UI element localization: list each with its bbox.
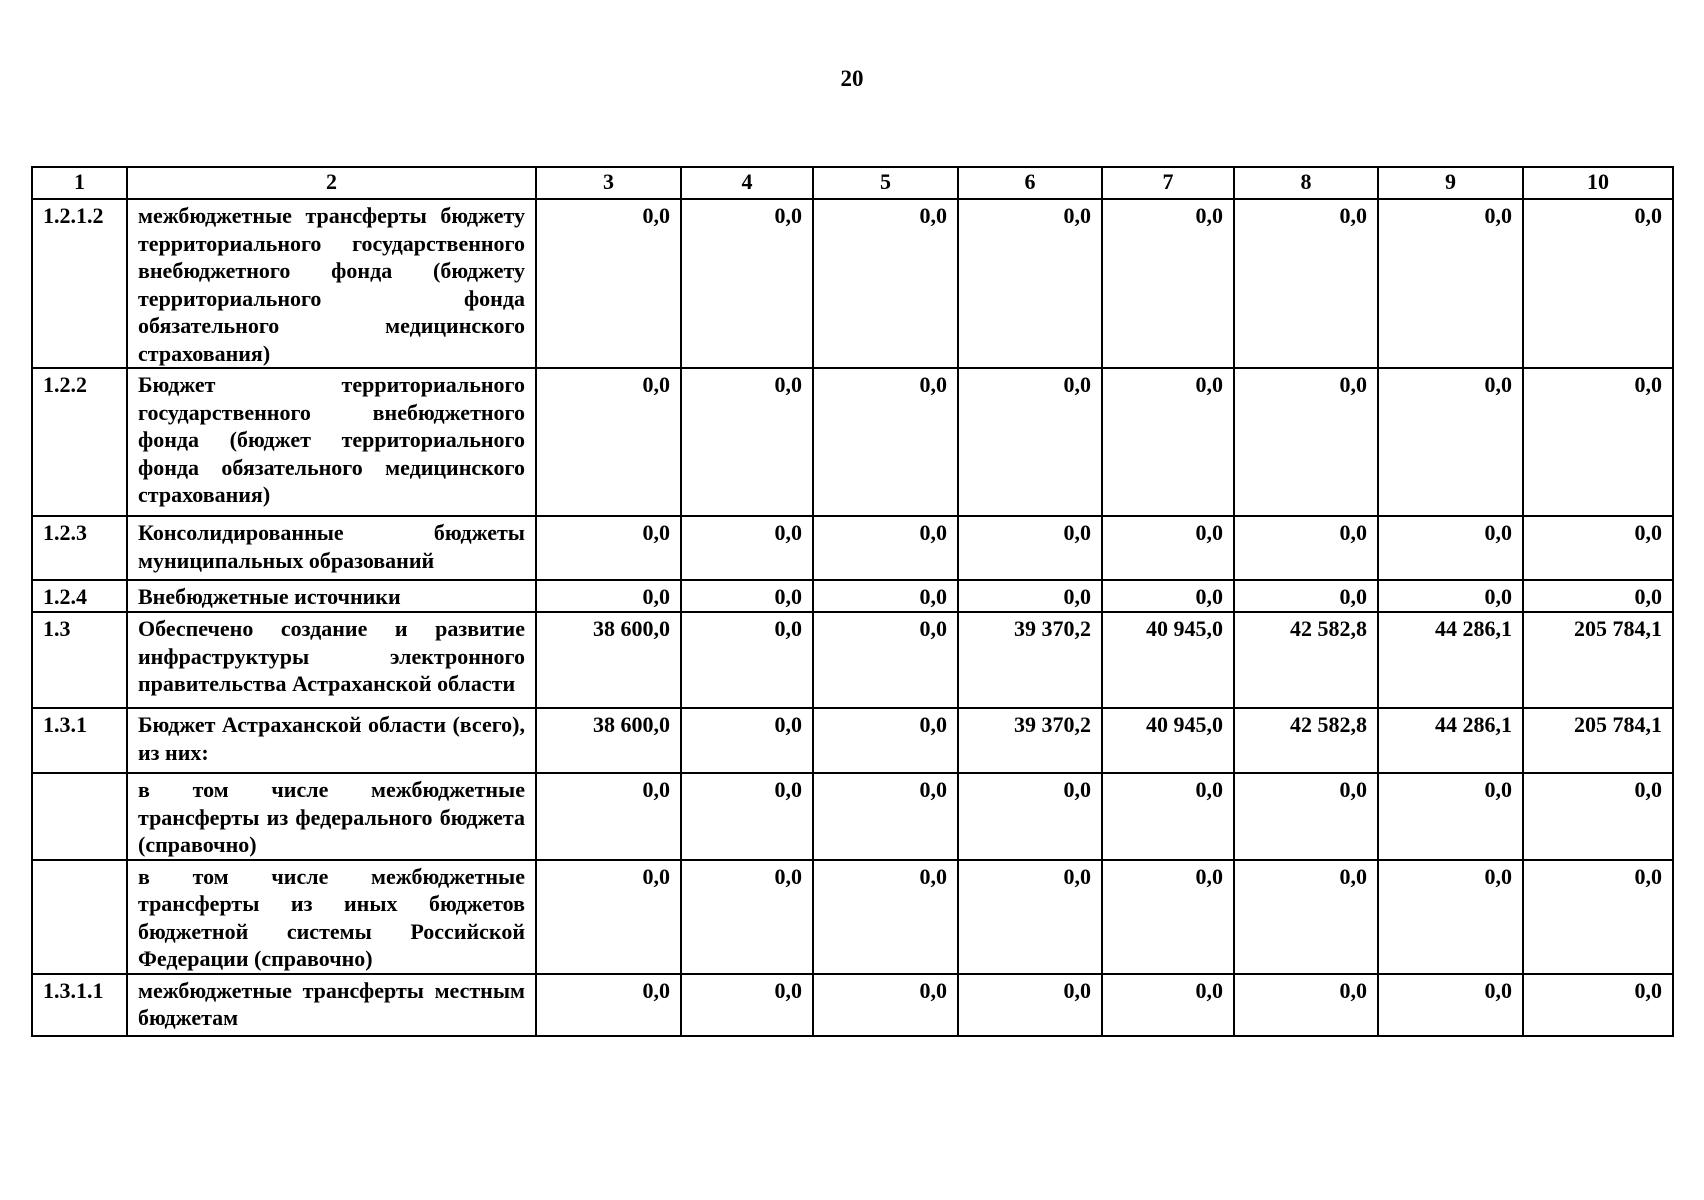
column-header: 10 bbox=[1523, 167, 1673, 199]
table-row bbox=[32, 708, 1673, 773]
value-cell: 0,0 bbox=[1234, 368, 1378, 516]
value-cell: 40 945,0 bbox=[1102, 612, 1234, 708]
table-row bbox=[32, 612, 1673, 708]
value-cell: 0,0 bbox=[1378, 516, 1523, 580]
value-cell: 0,0 bbox=[681, 708, 813, 773]
value-cell: 38 600,0 bbox=[536, 612, 681, 708]
value-cell: 0,0 bbox=[536, 516, 681, 580]
value-cell: 0,0 bbox=[958, 368, 1102, 516]
table-body bbox=[32, 199, 1673, 1036]
value-cell: 0,0 bbox=[1523, 580, 1673, 612]
value-cell: 0,0 bbox=[813, 612, 958, 708]
row-name: Консолидированные бюджеты муниципальных образований bbox=[127, 516, 536, 580]
row-name: в том числе межбюджетные трансферты из федерального бюджета (справочно) bbox=[127, 773, 536, 860]
value-cell: 0,0 bbox=[813, 368, 958, 516]
value-cell: 0,0 bbox=[1102, 516, 1234, 580]
value-cell: 0,0 bbox=[813, 773, 958, 860]
column-header: 7 bbox=[1102, 167, 1234, 199]
value-cell: 0,0 bbox=[681, 974, 813, 1036]
column-header: 9 bbox=[1378, 167, 1523, 199]
value-cell: 0,0 bbox=[1102, 860, 1234, 974]
value-cell: 0,0 bbox=[1523, 974, 1673, 1036]
value-cell: 0,0 bbox=[681, 773, 813, 860]
value-cell: 0,0 bbox=[1378, 199, 1523, 368]
value-cell: 39 370,2 bbox=[958, 708, 1102, 773]
row-code: 1.2.2 bbox=[32, 368, 127, 516]
table-row bbox=[32, 199, 1673, 368]
column-header: 6 bbox=[958, 167, 1102, 199]
value-cell: 205 784,1 bbox=[1523, 708, 1673, 773]
value-cell: 0,0 bbox=[536, 368, 681, 516]
value-cell: 0,0 bbox=[1102, 368, 1234, 516]
value-cell: 38 600,0 bbox=[536, 708, 681, 773]
value-cell: 0,0 bbox=[813, 974, 958, 1036]
value-cell: 0,0 bbox=[958, 860, 1102, 974]
value-cell: 0,0 bbox=[1234, 580, 1378, 612]
value-cell: 205 784,1 bbox=[1523, 612, 1673, 708]
value-cell: 0,0 bbox=[958, 516, 1102, 580]
row-code bbox=[32, 773, 127, 860]
value-cell: 0,0 bbox=[1102, 773, 1234, 860]
row-code: 1.3.1.1 bbox=[32, 974, 127, 1036]
value-cell: 0,0 bbox=[1523, 516, 1673, 580]
value-cell: 44 286,1 bbox=[1378, 708, 1523, 773]
value-cell: 0,0 bbox=[1378, 974, 1523, 1036]
value-cell: 39 370,2 bbox=[958, 612, 1102, 708]
value-cell: 0,0 bbox=[681, 516, 813, 580]
value-cell: 0,0 bbox=[1102, 199, 1234, 368]
value-cell: 0,0 bbox=[813, 580, 958, 612]
value-cell: 0,0 bbox=[1102, 580, 1234, 612]
value-cell: 42 582,8 bbox=[1234, 708, 1378, 773]
column-header: 4 bbox=[681, 167, 813, 199]
column-header: 5 bbox=[813, 167, 958, 199]
row-name: межбюджетные трансферты местным бюджетам bbox=[127, 974, 536, 1036]
row-code: 1.3.1 bbox=[32, 708, 127, 773]
value-cell: 0,0 bbox=[813, 860, 958, 974]
table-row bbox=[32, 516, 1673, 580]
table-row bbox=[32, 580, 1673, 612]
value-cell: 0,0 bbox=[536, 580, 681, 612]
value-cell: 0,0 bbox=[536, 974, 681, 1036]
value-cell: 0,0 bbox=[536, 860, 681, 974]
value-cell: 0,0 bbox=[536, 199, 681, 368]
row-name: межбюджетные трансферты бюджету территориального государственного внебюджетного фонда (бюджету территориального фонда обязательного медицинского страхования) bbox=[127, 199, 536, 368]
table-row bbox=[32, 974, 1673, 1036]
value-cell: 0,0 bbox=[1234, 974, 1378, 1036]
column-header: 1 bbox=[32, 167, 127, 199]
value-cell: 0,0 bbox=[1523, 368, 1673, 516]
row-code: 1.2.4 bbox=[32, 580, 127, 612]
value-cell: 0,0 bbox=[1234, 860, 1378, 974]
header-row bbox=[32, 167, 1673, 199]
row-name: Внебюджетные источники bbox=[127, 580, 536, 612]
row-code: 1.3 bbox=[32, 612, 127, 708]
row-code: 1.2.3 bbox=[32, 516, 127, 580]
page-number: 20 bbox=[840, 66, 864, 91]
value-cell: 0,0 bbox=[958, 199, 1102, 368]
value-cell: 0,0 bbox=[1378, 368, 1523, 516]
row-name: в том числе межбюджетные трансферты из иных бюджетов бюджетной системы Российской Федерации (справочно) bbox=[127, 860, 536, 974]
value-cell: 0,0 bbox=[1523, 860, 1673, 974]
value-cell: 0,0 bbox=[813, 199, 958, 368]
value-cell: 40 945,0 bbox=[1102, 708, 1234, 773]
value-cell: 0,0 bbox=[1523, 773, 1673, 860]
row-code: 1.2.1.2 bbox=[32, 199, 127, 368]
column-header: 3 bbox=[536, 167, 681, 199]
value-cell: 0,0 bbox=[681, 199, 813, 368]
table-row bbox=[32, 773, 1673, 860]
value-cell: 0,0 bbox=[681, 860, 813, 974]
table-header bbox=[32, 167, 1673, 199]
value-cell: 0,0 bbox=[958, 974, 1102, 1036]
value-cell: 0,0 bbox=[1378, 773, 1523, 860]
value-cell: 0,0 bbox=[1102, 974, 1234, 1036]
row-name: Обеспечено создание и развитие инфраструктуры электронного правительства Астраханской области bbox=[127, 612, 536, 708]
value-cell: 0,0 bbox=[681, 612, 813, 708]
table-row bbox=[32, 860, 1673, 974]
value-cell: 0,0 bbox=[1234, 773, 1378, 860]
value-cell: 42 582,8 bbox=[1234, 612, 1378, 708]
table-row bbox=[32, 368, 1673, 516]
budget-table bbox=[31, 166, 1674, 1037]
value-cell: 0,0 bbox=[536, 773, 681, 860]
value-cell: 0,0 bbox=[1234, 516, 1378, 580]
value-cell: 0,0 bbox=[1378, 580, 1523, 612]
value-cell: 0,0 bbox=[1234, 199, 1378, 368]
value-cell: 0,0 bbox=[681, 368, 813, 516]
value-cell: 0,0 bbox=[813, 516, 958, 580]
value-cell: 44 286,1 bbox=[1378, 612, 1523, 708]
row-name: Бюджет территориального государственного внебюджетного фонда (бюджет территориального фонда обязательного медицинского страхования) bbox=[127, 368, 536, 516]
row-code bbox=[32, 860, 127, 974]
column-header: 8 bbox=[1234, 167, 1378, 199]
value-cell: 0,0 bbox=[1378, 860, 1523, 974]
column-header: 2 bbox=[127, 167, 536, 199]
value-cell: 0,0 bbox=[958, 773, 1102, 860]
value-cell: 0,0 bbox=[681, 580, 813, 612]
value-cell: 0,0 bbox=[958, 580, 1102, 612]
value-cell: 0,0 bbox=[1523, 199, 1673, 368]
value-cell: 0,0 bbox=[813, 708, 958, 773]
row-name: Бюджет Астраханской области (всего), из них: bbox=[127, 708, 536, 773]
